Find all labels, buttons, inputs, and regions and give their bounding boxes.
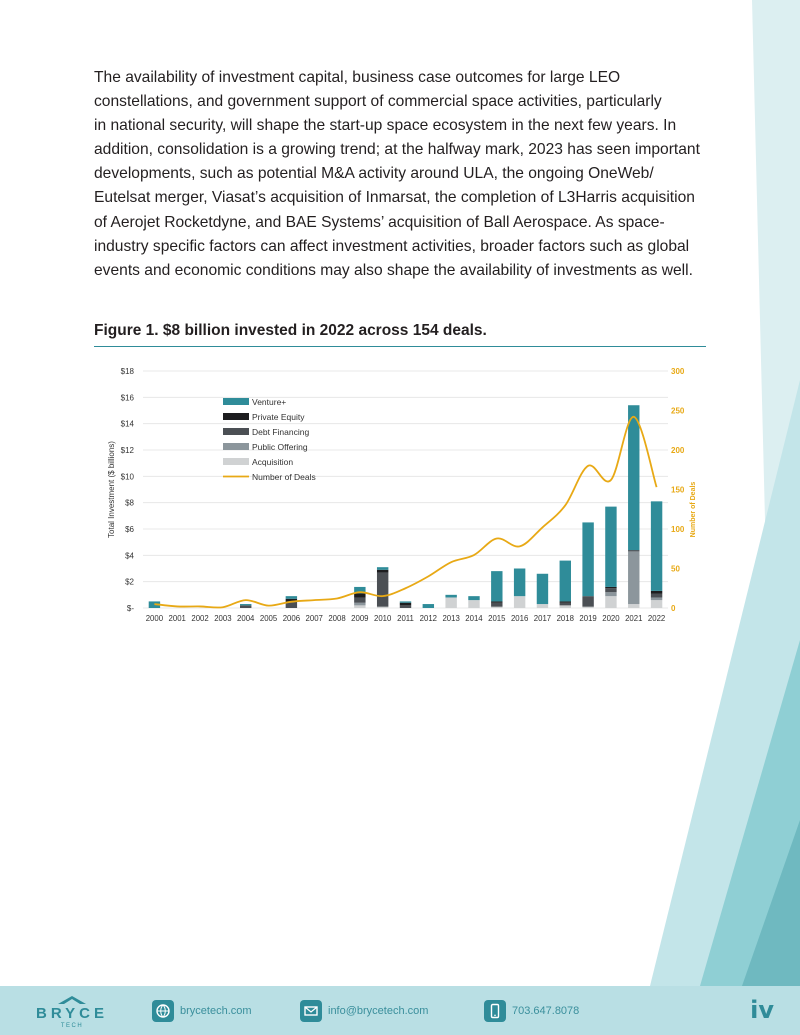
envelope-icon [300, 1000, 322, 1022]
y2-tick-label: 300 [671, 367, 685, 376]
bar-segment [240, 605, 251, 608]
legend-swatch [223, 413, 249, 420]
bar-segment [514, 596, 525, 608]
y2-axis-title: Number of Deals [690, 481, 697, 538]
bar-segment [286, 603, 297, 608]
paragraph-line: constellations, and government support of commercial space activities, particularly [94, 93, 662, 111]
y2-tick-label: 100 [671, 525, 685, 534]
bar-segment [354, 605, 365, 608]
legend-label: Venture+ [252, 397, 287, 407]
x-tick-label: 2015 [488, 614, 506, 623]
bar-segment [537, 574, 548, 604]
paragraph-line: industry specific factors can affect investment activities, broader factors such as global [94, 237, 690, 255]
paragraph-line: of Aerojet Rocketdyne, and BAE Systems’ acquisition of Ball Aerospace. As space- [94, 213, 665, 231]
bar-segment [582, 522, 593, 596]
x-tick-label: 2009 [351, 614, 369, 623]
bar-segment [651, 597, 662, 600]
paragraph-line: developments, such as potential M&A activity around ULA, the ongoing OneWeb/ [94, 165, 654, 183]
y-tick-label: $2 [125, 577, 134, 587]
x-tick-label: 2012 [419, 614, 438, 623]
y-tick-label: $14 [120, 419, 134, 429]
bar-segment [628, 405, 639, 550]
website-text[interactable]: brycetech.com [180, 1005, 252, 1017]
y-tick-label: $4 [125, 551, 134, 561]
bar-segment [651, 591, 662, 594]
bar-segment [354, 594, 365, 598]
legend-swatch [223, 443, 249, 450]
bar-segment [514, 569, 525, 597]
x-tick-label: 2007 [305, 614, 323, 623]
bar-segment [605, 596, 616, 608]
body-text [94, 66, 709, 283]
paragraph-line: in national security, will shape the start-up space ecosystem in the next few years. In [94, 117, 677, 135]
y-tick-label: $16 [120, 393, 134, 403]
x-tick-label: 2002 [191, 614, 209, 623]
x-tick-label: 2001 [168, 614, 186, 623]
phone-icon [484, 1000, 506, 1022]
bar-segment [377, 567, 388, 570]
footer-phone[interactable] [484, 999, 579, 1023]
bar-segment [445, 595, 456, 598]
y-tick-label: $10 [120, 472, 134, 482]
bar-segment [605, 588, 616, 592]
bar-segment [354, 603, 365, 606]
bar-segment [286, 596, 297, 599]
paragraph-line: addition, consolidation is a growing trend; at the halfway mark, 2023 has seen important [94, 141, 700, 159]
bar-segment [605, 587, 616, 588]
y-tick-label: $8 [125, 498, 134, 508]
bar-segment [560, 603, 571, 606]
y-tick-label: $- [126, 604, 134, 613]
legend-label: Public Offering [252, 442, 308, 452]
paragraph-line: The availability of investment capital, business case outcomes for large LEO [94, 69, 621, 86]
x-tick-label: 2017 [533, 614, 552, 623]
bar-segment [377, 570, 388, 573]
footer [0, 986, 800, 1035]
footer-email[interactable] [300, 999, 428, 1023]
bar-segment [651, 600, 662, 608]
y2-tick-label: 250 [671, 406, 685, 416]
x-tick-label: 2020 [602, 614, 620, 623]
y-tick-label: $12 [120, 446, 134, 455]
x-tick-label: 2006 [282, 614, 301, 623]
y-tick-label: $6 [125, 525, 134, 534]
bar-segment [377, 572, 388, 606]
x-tick-label: 2016 [510, 614, 529, 623]
bar-segment [651, 501, 662, 591]
legend-swatch [223, 428, 249, 435]
x-tick-label: 2005 [259, 614, 278, 623]
bar-segment [605, 507, 616, 587]
legend-swatch [223, 458, 249, 465]
bar-segment [468, 600, 479, 608]
bar-segment [560, 601, 571, 602]
bar-segment [651, 594, 662, 598]
legend-label: Acquisition [252, 457, 294, 467]
bar-segment [582, 607, 593, 608]
bar-segment [537, 604, 548, 608]
globe-icon [152, 1000, 174, 1022]
y2-tick-label: 200 [671, 446, 685, 455]
bar-segment [377, 607, 388, 608]
x-tick-label: 2003 [214, 614, 232, 623]
x-tick-label: 2019 [579, 614, 597, 623]
bar-segment [560, 605, 571, 608]
x-tick-label: 2008 [328, 614, 346, 623]
bar-segment [560, 561, 571, 602]
bar-segment [400, 605, 411, 608]
figure-title: Figure 1. $8 billion invested in 2022 across 154 deals. [94, 322, 706, 347]
legend-label: Number of Deals [252, 472, 316, 482]
bar-segment [491, 601, 502, 602]
bar-segment [491, 607, 502, 608]
x-tick-label: 2010 [373, 614, 392, 623]
bar-segment [240, 604, 251, 605]
x-tick-label: 2022 [647, 614, 666, 623]
bar-segment [400, 603, 411, 606]
x-tick-label: 2013 [442, 614, 460, 623]
footer-website[interactable] [152, 999, 252, 1023]
bar-segment [468, 596, 479, 600]
bar-segment [605, 592, 616, 596]
y2-tick-label: 50 [671, 564, 680, 574]
paragraph-line: Eutelsat merger, Viasat’s acquisition of Inmarsat, the completion of L3Harris acquisition [94, 189, 695, 207]
legend-swatch [223, 398, 249, 405]
svg-text:BRYCE: BRYCE [36, 1005, 108, 1022]
email-text[interactable]: info@brycetech.com [328, 1005, 429, 1017]
bar-segment [491, 571, 502, 601]
bar-segment [628, 550, 639, 551]
brycetech-logo [22, 994, 122, 1030]
bar-segment [400, 601, 411, 602]
bar-segment [354, 597, 365, 602]
svg-text:TECH: TECH [60, 1023, 84, 1029]
bar-segment [491, 603, 502, 607]
legend-label: Private Equity [252, 412, 305, 422]
bar-segment [423, 604, 434, 608]
x-tick-label: 2021 [625, 614, 643, 623]
x-tick-label: 2011 [397, 614, 414, 623]
intro-paragraph [94, 66, 709, 283]
bar-segment [445, 597, 456, 608]
bar-segment [582, 596, 593, 607]
x-tick-label: 2018 [556, 614, 574, 623]
bar-segment [628, 604, 639, 608]
x-tick-label: 2000 [145, 614, 164, 623]
y2-tick-label: 0 [671, 604, 676, 613]
y2-tick-label: 150 [671, 485, 685, 495]
investment-chart [90, 360, 710, 630]
page-number: iv [750, 996, 774, 1024]
paragraph-line: events and economic conditions may also shape the availability of investments as well. [94, 261, 693, 279]
y-axis-title: Total Investment ($ billions) [107, 441, 116, 538]
y-tick-label: $18 [120, 367, 134, 376]
phone-text[interactable]: 703.647.8078 [512, 1005, 580, 1017]
legend-label: Debt Financing [252, 427, 310, 437]
x-tick-label: 2014 [465, 614, 483, 623]
x-tick-label: 2004 [237, 614, 255, 623]
bar-segment [628, 551, 639, 604]
